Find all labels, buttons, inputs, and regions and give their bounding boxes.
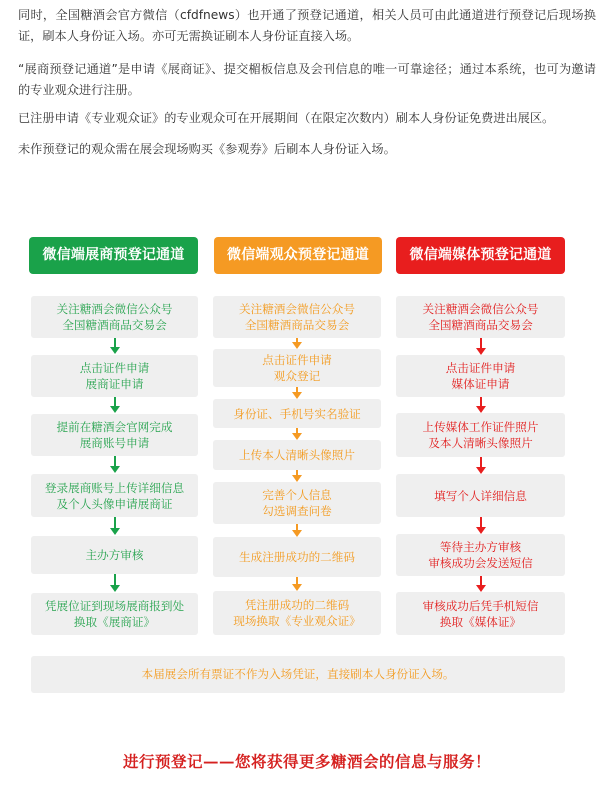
step-line: 点击证件申请 xyxy=(262,353,332,367)
step-line: 全国糖酒商品交易会 xyxy=(244,318,350,332)
step-line: 媒体证申请 xyxy=(451,377,510,391)
arrow-down-icon xyxy=(292,387,302,399)
arrow-down-icon xyxy=(476,576,486,592)
step-line: 现场换取《专业观众证》 xyxy=(233,614,361,628)
step-line: 关注糖酒会微信公众号 xyxy=(239,302,355,316)
step-line: 登录展商账号上传详细信息 xyxy=(44,480,185,495)
visitor-step-7 xyxy=(213,591,381,635)
arrow-down-icon xyxy=(476,517,486,534)
arrow-down-icon xyxy=(292,338,302,349)
visitor-step-1 xyxy=(213,296,381,338)
step-line: 身份证、手机号实名验证 xyxy=(233,406,361,421)
arrow-down-icon xyxy=(292,428,302,440)
arrow-down-icon xyxy=(110,456,120,473)
intro-paragraph-2: “展商预登记通道”是申请《展商证》、提交楣板信息及会刊信息的唯一可靠途径；通过本系统，也可为邀请的专业观众进行注册。 xyxy=(18,62,596,97)
exhibitor-step-5 xyxy=(31,536,198,574)
visitor-step-3 xyxy=(213,399,381,428)
step-line: 凭注册成功的二维码 xyxy=(244,598,350,612)
step-line: 完善个人信息 xyxy=(262,488,332,502)
step-line: 关注糖酒会微信公众号 xyxy=(56,302,173,316)
step-line: 点击证件申请 xyxy=(79,361,150,375)
visitor-step-6 xyxy=(213,537,381,577)
step-line: 及本人清晰头像照片 xyxy=(428,436,533,450)
arrow-down-icon xyxy=(110,517,120,535)
exhibitor-step-1 xyxy=(31,296,198,338)
entry-note: 本届展会所有票证不作为入场凭证，直接刷本人身份证入场。 xyxy=(31,656,565,693)
step-line: 关注糖酒会微信公众号 xyxy=(422,302,539,316)
arrow-down-icon xyxy=(476,338,486,355)
media-step-4 xyxy=(396,474,565,517)
step-line: 全国糖酒商品交易会 xyxy=(428,318,533,332)
step-line: 全国糖酒商品交易会 xyxy=(62,318,167,332)
arrow-down-icon xyxy=(292,524,302,537)
slogan: 进行预登记——您将获得更多糖酒会的信息与服务！ xyxy=(122,752,491,771)
media-step-6 xyxy=(396,592,565,635)
step-line: 审核成功会发送短信 xyxy=(428,556,533,570)
step-line: 提前在糖酒会官网完成 xyxy=(56,420,173,434)
visitor-step-5 xyxy=(213,482,381,524)
arrow-down-icon xyxy=(110,397,120,413)
media-step-1 xyxy=(396,296,565,338)
exhibitor-step-4 xyxy=(31,474,198,517)
step-line: 主办方审核 xyxy=(85,548,144,562)
step-line: 展商账号申请 xyxy=(79,436,150,450)
media-step-5 xyxy=(396,534,565,576)
step-line: 及个人头像申请展商证 xyxy=(56,496,173,511)
media-step-2 xyxy=(396,355,565,397)
step-line: 点击证件申请 xyxy=(445,361,516,375)
step-line: 凭展位证到现场展商报到处 xyxy=(44,599,185,613)
visitor-channel-header: 微信端观众预登记通道 xyxy=(214,237,382,274)
arrow-down-icon xyxy=(476,397,486,413)
media-step-3 xyxy=(396,413,565,457)
exhibitor-step-3 xyxy=(31,414,198,456)
step-line: 上传本人清晰头像照片 xyxy=(239,448,355,462)
step-line: 生成注册成功的二维码 xyxy=(239,550,355,564)
step-line: 等待主办方审核 xyxy=(439,540,522,554)
arrow-down-icon xyxy=(292,577,302,591)
arrow-down-icon xyxy=(110,574,120,592)
step-line: 审核成功后凭手机短信 xyxy=(422,598,539,613)
arrow-down-icon xyxy=(292,470,302,482)
step-line: 换取《展商证》 xyxy=(73,615,156,629)
intro-paragraph-3: 已注册申请《专业观众证》的专业观众可在开展期间（在限定次数内）刷本人身份证免费进出展区。 xyxy=(18,111,555,125)
visitor-step-2 xyxy=(213,349,381,387)
step-line: 勾选调查问卷 xyxy=(262,504,332,518)
step-line: 填写个人详细信息 xyxy=(434,488,527,503)
media-channel-header: 微信端媒体预登记通道 xyxy=(396,237,565,274)
step-line: 上传媒体工作证件照片 xyxy=(422,420,539,434)
step-line: 观众登记 xyxy=(273,369,321,383)
visitor-step-4 xyxy=(213,440,381,470)
arrow-down-icon xyxy=(110,338,120,354)
exhibitor-step-6 xyxy=(31,593,198,635)
arrow-down-icon xyxy=(476,457,486,474)
intro-paragraph-4: 未作预登记的观众需在展会现场购买《参观券》后刷本人身份证入场。 xyxy=(18,142,396,156)
step-line: 展商证申请 xyxy=(85,377,144,391)
exhibitor-step-2 xyxy=(31,355,198,397)
step-line: 换取《媒体证》 xyxy=(439,614,522,629)
exhibitor-channel-header: 微信端展商预登记通道 xyxy=(29,237,198,274)
intro-paragraph-1: 同时，全国糖酒会官方微信（cfdfnews）也开通了预登记通道，相关人员可由此通道进行预登记后现场换证，刷本人身份证入场。亦可无需换证刷本人身份证直接入场。 xyxy=(18,8,596,43)
